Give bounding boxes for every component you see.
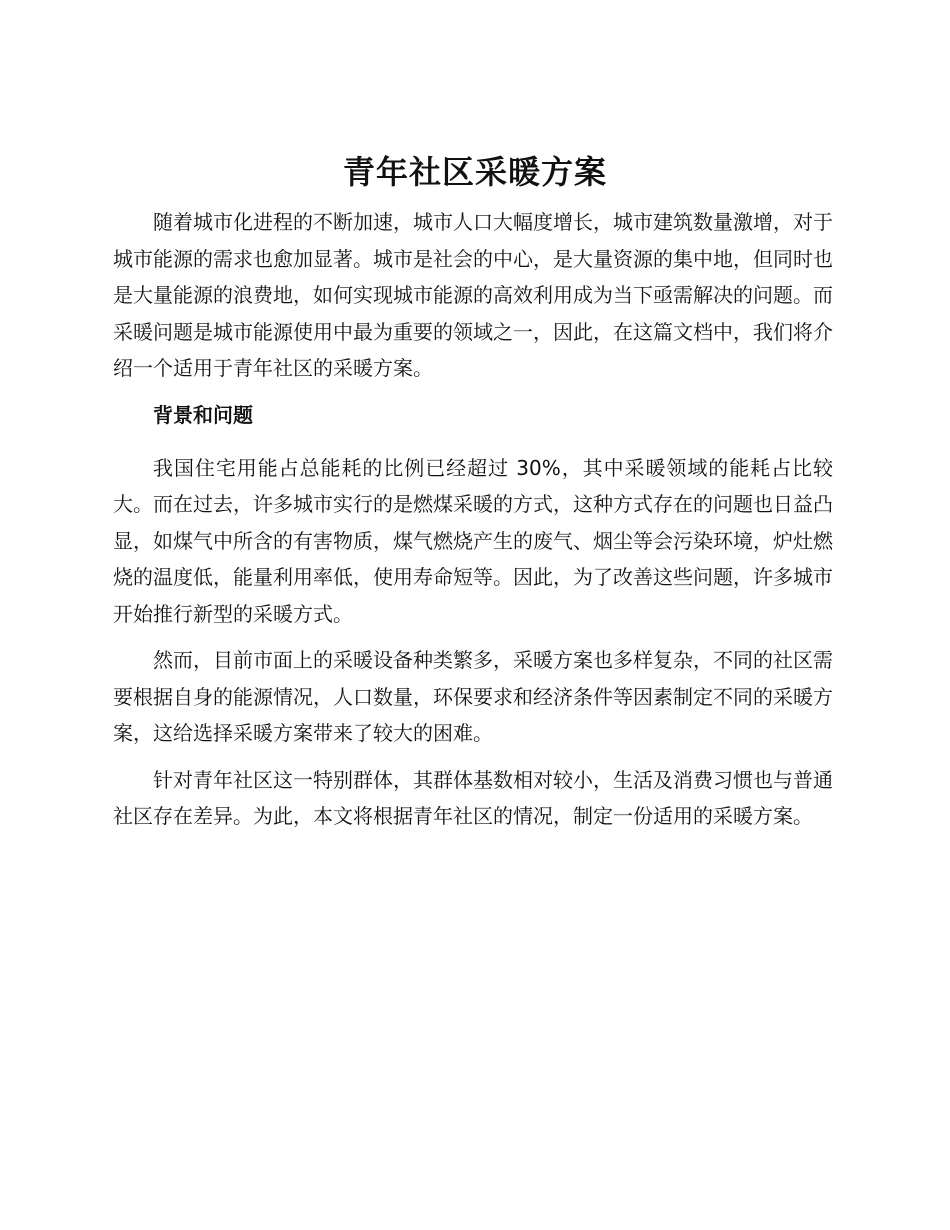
body-paragraph-3: 针对青年社区这一特别群体，其群体基数相对较小，生活及消费习惯也与普通社区存在差异。为此，本文将根据青年社区的情况，制定一份适用的采暖方案。 xyxy=(113,767,833,828)
document-title: 青年社区采暖方案 xyxy=(342,153,607,191)
document-body xyxy=(113,204,833,845)
intro-paragraph: 随着城市化进程的不断加速，城市人口大幅度增长，城市建筑数量激增，对于城市能源的需求也愈加显著。城市是社会的中心，是大量资源的集中地，但同时也是大量能源的浪费地，如何实现城市能源的高效利用成为当下亟需解决的问题。而采暖问题是城市能源使用中最为重要的领域之一，因此，在这篇文档中，我们将介绍一个适用于青年社区的采暖方案。 xyxy=(113,210,833,380)
body-paragraph-1: 我国住宅用能占总能耗的比例已经超过 30%，其中采暖领域的能耗占比较大。而在过去，许多城市实行的是燃煤采暖的方式，这种方式存在的问题也日益凸显，如煤气中所含的有害物质，煤气燃烧产生的废气、烟尘等会污染环境，炉灶燃烧的温度低，能量利用率低，使用寿命短等。因此，为了改善这些问题，许多城市开始推行新型的采暖方式。 xyxy=(113,455,833,626)
section-heading: 背景和问题 xyxy=(153,402,253,427)
body-paragraph-2: 然而，目前市面上的采暖设备种类繁多，采暖方案也多样复杂，不同的社区需要根据自身的能源情况，人口数量，环保要求和经济条件等因素制定不同的采暖方案，这给选择采暖方案带来了较大的困难。 xyxy=(113,648,833,745)
